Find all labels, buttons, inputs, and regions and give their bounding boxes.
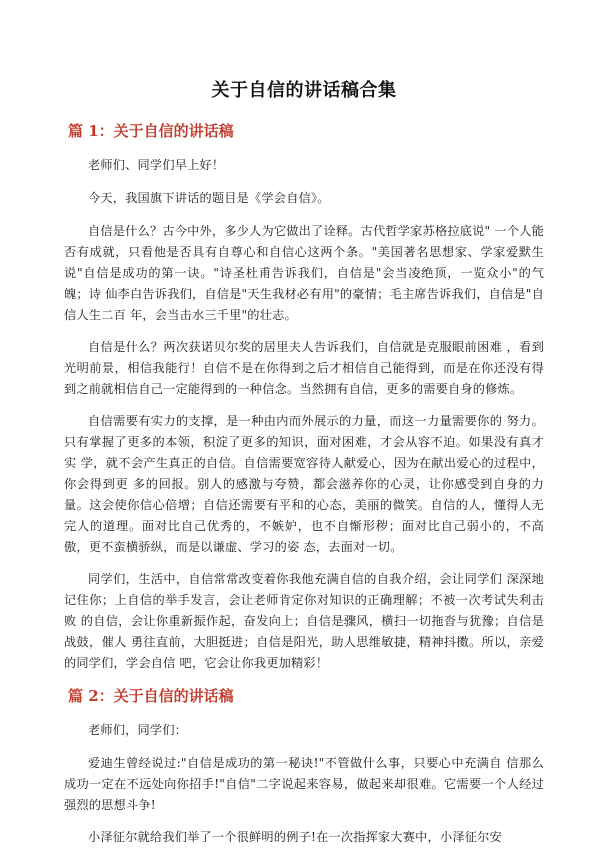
section-heading: 篇 2：关于自信的讲话稿 <box>68 687 234 705</box>
paragraph: 自信是什么？两次获诺贝尔奖的居里夫人告诉我们，自信就是克服眼前困难 ，看到光明前景，相信我能行！自信不是在你得到之后才相信自己能得到，而是在你还没有得到之前就相信自己一定能得到的一种信念。当然拥有自信，更多的需要自身的修炼。 <box>64 340 544 396</box>
paragraph: 同学们，生活中，自信常常改变着你我他充满自信的自我介绍，会让同学们 深深地记住你；上自信的举手发言，会让老师肯定你对知识的正确理解；不被一次考试失利击败 的自信，会让你重新振作起，奋发向上；自信是骤风，横扫一切拖沓与犹豫；自信是战鼓，催人 勇往直前，大胆挺进；自信是阳光，助人思维敏捷，精神抖擞。所以，亲爱的同学们，学会自信 吧，它会让你我更加精彩！ <box>64 572 544 670</box>
section-2 <box>64 685 544 848</box>
paragraph: 小泽征尔就给我们举了一个很鲜明的例子!在一次指挥家大赛中，小泽征尔安 <box>88 830 502 844</box>
document-title: 关于自信的讲话稿合集 <box>211 80 397 101</box>
paragraph: 老师们、同学们早上好！ <box>88 158 225 172</box>
paragraph: 爱迪生曾经说过:"自信是成功的第一秘诀!"不管做什么事，只要心中充满自 信那么成功一定在不远处向你招手!"自信"二字说起来容易，做起来却很难。它需要一个人经过 强烈的思想斗争! <box>64 756 544 812</box>
paragraph: 今天，我国旗下讲话的题目是《学会自信》。 <box>88 191 330 205</box>
paragraph: 自信需要有实力的支撑，是一种由内而外展示的力量，而这一力量需要你的 努力。只有掌握了更多的本领，积淀了更多的知识，面对困难，才会从容不迫。如果没有真才实 学，就不会产生真正的自信。自信需要宽容待人献爱心，因为在献出爱心的过程中，你会得到更 多的回报。别人的感激与夸赞，都会滋养你的心灵，让你感受到自身的力量。这会使你信心倍增；自信还需要有平和的心态，美丽的微笑。自信的人，懂得人无完人的道理。面对比自己优秀的，不嫉妒，也不自惭形秽；面对比自己弱小的，不高傲，更不蛮横骄纵，而是以谦虚、学习的姿 态，去面对一切。 <box>64 414 544 554</box>
section-heading: 篇 1：关于自信的讲话稿 <box>68 122 234 140</box>
paragraph: 自信是什么？古今中外，多少人为它做出了诠释。古代哲学家苏格拉底说" 一个人能否有成就，只看他是否具有自尊心和自信心这两个条。"美国著名思想家、学家爱默生 说"自信是成功的第一诀。"诗圣杜甫告诉我们，自信是"会当凌绝顶，一览众小"的气魄；诗 仙李白告诉我们，自信是"天生我材必有用"的豪情；毛主席告诉我们，自信是"自信人生二百 年，会当击水三千里"的壮志。 <box>64 224 544 322</box>
section-1 <box>64 120 544 674</box>
paragraph: 老师们，同学们： <box>88 723 188 737</box>
